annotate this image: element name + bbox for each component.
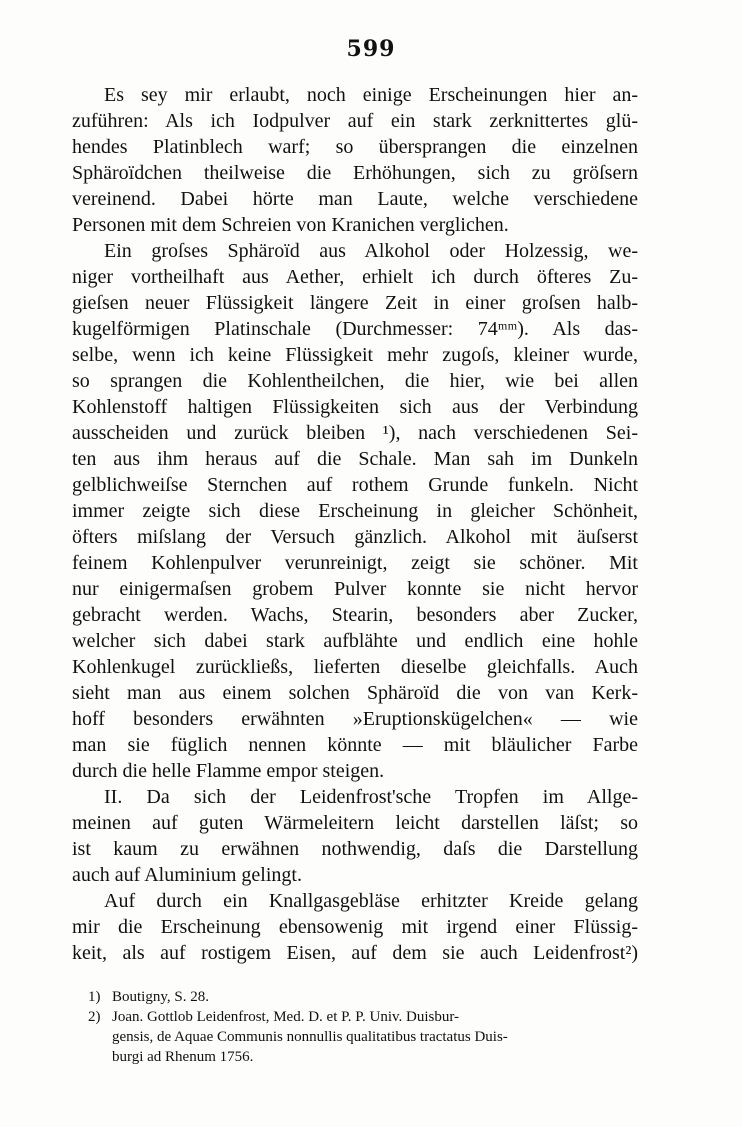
text-line: sieht man aus einem solchen Sphäroïd die von van Kerk-: [72, 682, 638, 704]
footnote-continuation: burgi ad Rhenum 1756.: [112, 1049, 254, 1065]
text-line: durch die helle Flamme empor steigen.: [72, 760, 385, 782]
text-line: Kohlenstoff haltigen Flüssigkeiten sich aus der Verbindung: [72, 396, 638, 418]
text-line: Kohlenkugel zurückließs, lieferten dieselbe gleichfalls. Auch: [72, 656, 638, 678]
footnotes: [88, 987, 640, 1067]
text-line: man sie füglich nennen könnte — mit bläulicher Farbe: [72, 734, 638, 756]
text-line: gebracht werden. Wachs, Stearin, besonders aber Zucker,: [72, 604, 638, 626]
footnote-text: Boutigny, S. 28.: [112, 989, 209, 1005]
footnote-1: [88, 987, 640, 1007]
text-line: niger vortheilhaft aus Aether, erhielt ich durch öfteres Zu-: [72, 266, 638, 288]
text-line: hoff besonders erwähnten »Eruptionskügelchen« — wie: [72, 708, 638, 730]
text-line: gieſsen neuer Flüssigkeit längere Zeit in einer groſsen halb-: [72, 292, 638, 314]
text-line: ausscheiden und zurück bleiben ¹), nach verschiedenen Sei-: [72, 422, 638, 444]
text-line: vereinend. Dabei hörte man Laute, welche verschiedene: [72, 188, 638, 210]
paragraph-1: [72, 82, 638, 238]
paragraph-4: [72, 888, 638, 966]
body-text: [72, 82, 638, 966]
text-line: keit, als auf rostigem Eisen, auf dem sie auch Leidenfrost²): [72, 942, 638, 964]
text-line: kugelförmigen Platinschale (Durchmesser: 74ᵐᵐ). Als das-: [72, 318, 638, 340]
text-line: Personen mit dem Schreien von Kranichen verglichen.: [72, 214, 509, 236]
text-line: meinen auf guten Wärmeleitern leicht darstellen läſst; so: [72, 812, 638, 834]
paragraph-2: [72, 238, 638, 784]
text-line: II. Da sich der Leidenfrost'sche Tropfen im Allge-: [104, 786, 638, 808]
text-line: ist kaum zu erwähnen nothwendig, daſs die Darstellung: [72, 838, 638, 860]
text-line: auch auf Aluminium gelingt.: [72, 864, 302, 886]
text-line: so sprangen die Kohlentheilchen, die hier, wie bei allen: [72, 370, 638, 392]
text-line: hendes Platinblech warf; so übersprangen die einzelnen: [72, 136, 638, 158]
text-line: nur einigermaſsen grobem Pulver konnte sie nicht hervor: [72, 578, 638, 600]
text-line: feinem Kohlenpulver verunreinigt, zeigt sie schöner. Mit: [72, 552, 638, 574]
text-line: Auf durch ein Knallgasgebläse erhitzter Kreide gelang: [104, 890, 638, 912]
text-line: Es sey mir erlaubt, noch einige Erscheinungen hier an-: [104, 84, 638, 106]
text-line: öfters miſslang der Versuch gänzlich. Alkohol mit äuſserst: [72, 526, 638, 548]
text-line: mir die Erscheinung ebensowenig mit irgend einer Flüssig-: [72, 916, 638, 938]
footnote-continuation: gensis, de Aquae Communis nonnullis qualitatibus tractatus Duis-: [112, 1029, 508, 1045]
text-line: ten aus ihm heraus auf die Schale. Man sah im Dunkeln: [72, 448, 638, 470]
page-number: 599: [346, 36, 396, 62]
text-line: Ein groſses Sphäroïd aus Alkohol oder Holzessig, we-: [104, 240, 638, 262]
text-line: zuführen: Als ich Iodpulver auf ein stark zerknittertes glü-: [72, 110, 638, 132]
footnote-marker: 2): [88, 1009, 101, 1025]
paragraph-3: [72, 784, 638, 888]
text-line: immer zeigte sich diese Erscheinung in gleicher Schönheit,: [72, 500, 638, 522]
text-line: gelblichweiſse Sternchen auf rothem Grunde funkeln. Nicht: [72, 474, 638, 496]
footnote-2: [88, 1007, 640, 1027]
text-line: selbe, wenn ich keine Flüssigkeit mehr zugoſs, kleiner wurde,: [72, 344, 638, 366]
text-line: welcher sich dabei stark aufblähte und endlich eine hohle: [72, 630, 638, 652]
text-line: Sphäroïdchen theilweise die Erhöhungen, sich zu gröſsern: [72, 162, 638, 184]
footnote-text: Joan. Gottlob Leidenfrost, Med. D. et P. P. Univ. Duisbur-: [112, 1009, 460, 1025]
footnote-marker: 1): [88, 989, 101, 1005]
